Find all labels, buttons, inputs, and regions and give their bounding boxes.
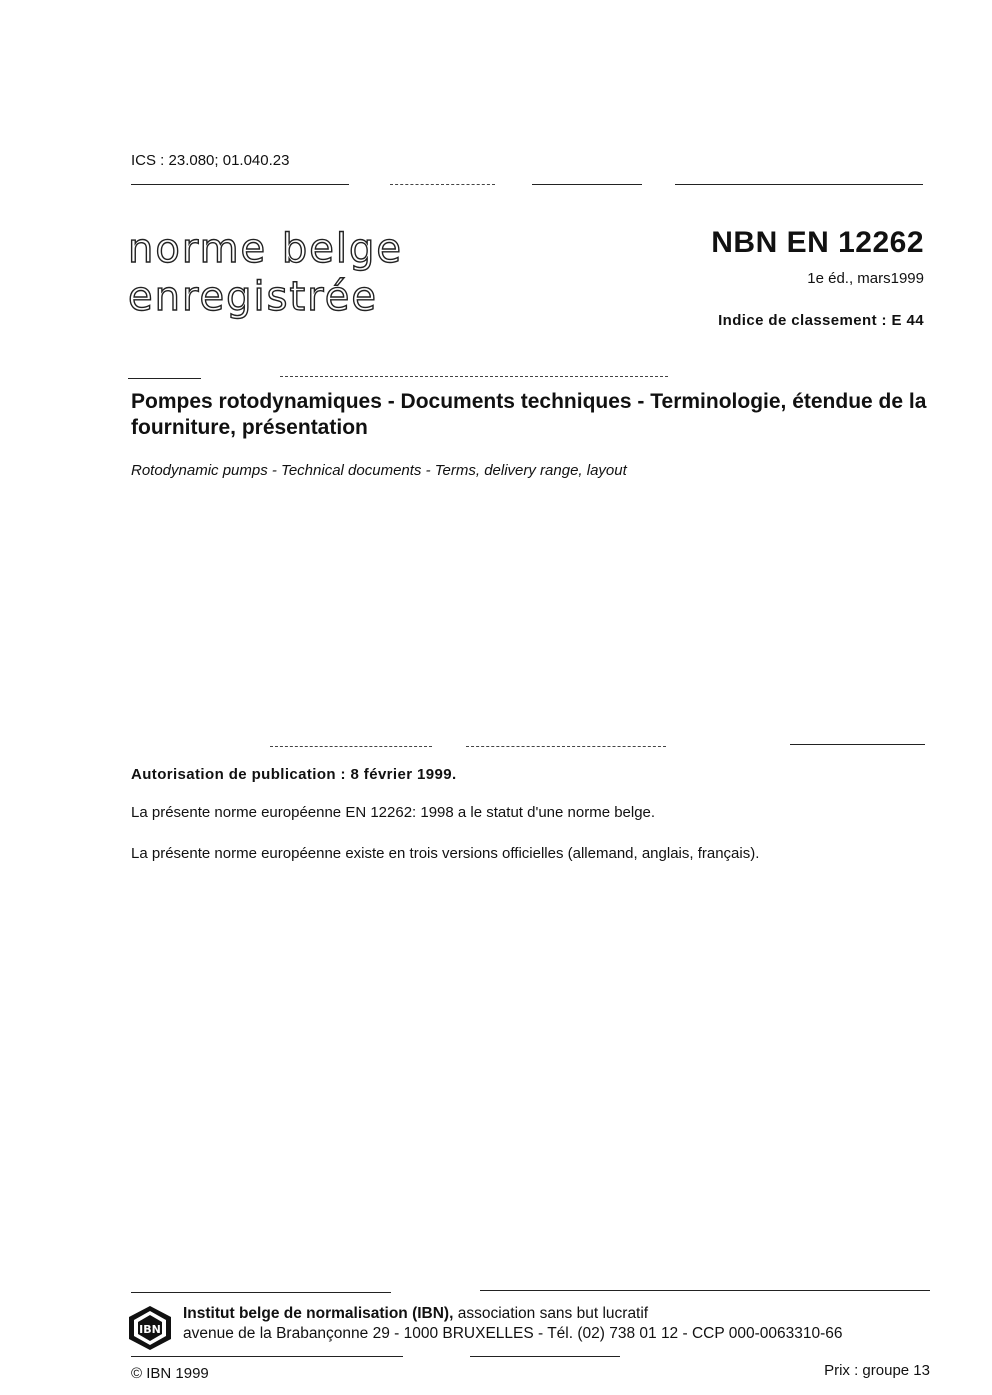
svg-text:IBN: IBN <box>139 1323 161 1336</box>
header-rule <box>131 184 349 185</box>
ics-code: ICS : 23.080; 01.040.23 <box>131 152 290 169</box>
header-rule <box>675 184 923 185</box>
section-rule <box>270 746 432 747</box>
status-paragraph: La présente norme européenne EN 12262: 1998 a le statut d'une norme belge. <box>131 804 656 821</box>
footer-rule <box>480 1290 930 1291</box>
footer-rule <box>131 1292 391 1293</box>
classification-label: Indice de classement : <box>718 312 887 329</box>
section-rule <box>790 744 925 745</box>
institute-name: Institut belge de normalisation (IBN), <box>183 1305 454 1322</box>
institute-line <box>183 1305 648 1323</box>
versions-paragraph: La présente norme européenne existe en trois versions officielles (allemand, anglais, français). <box>131 845 760 862</box>
footer-rule <box>131 1356 403 1357</box>
publication-authorization: Autorisation de publication : 8 février 1999. <box>131 766 457 783</box>
footer-rule <box>470 1356 620 1357</box>
classification-index <box>718 312 924 329</box>
standard-number: NBN EN 12262 <box>711 226 924 259</box>
edition-date: 1e éd., mars1999 <box>807 270 924 287</box>
document-title-french: Pompes rotodynamiques - Documents techniques - Terminologie, étendue de la fourniture, présentation <box>131 390 927 439</box>
header-rule <box>532 184 642 185</box>
institute-description: association sans but lucratif <box>453 1305 649 1322</box>
ibn-logo-icon <box>127 1305 173 1351</box>
title-rule <box>280 376 668 377</box>
price-group: Prix : groupe 13 <box>824 1362 930 1379</box>
copyright: © IBN 1999 <box>131 1365 209 1382</box>
title-rule <box>128 378 201 379</box>
brand-title-line2: enregistrée <box>128 274 378 320</box>
classification-value: E 44 <box>891 312 924 329</box>
document-title-english: Rotodynamic pumps - Technical documents - Terms, delivery range, layout <box>131 462 627 479</box>
brand-title-line1: norme belge <box>128 226 403 272</box>
header-rule <box>390 184 495 185</box>
institute-address: avenue de la Brabançonne 29 - 1000 BRUXELLES - Tél. (02) 738 01 12 - CCP 000-0063310-66 <box>183 1325 843 1342</box>
section-rule <box>466 746 666 747</box>
